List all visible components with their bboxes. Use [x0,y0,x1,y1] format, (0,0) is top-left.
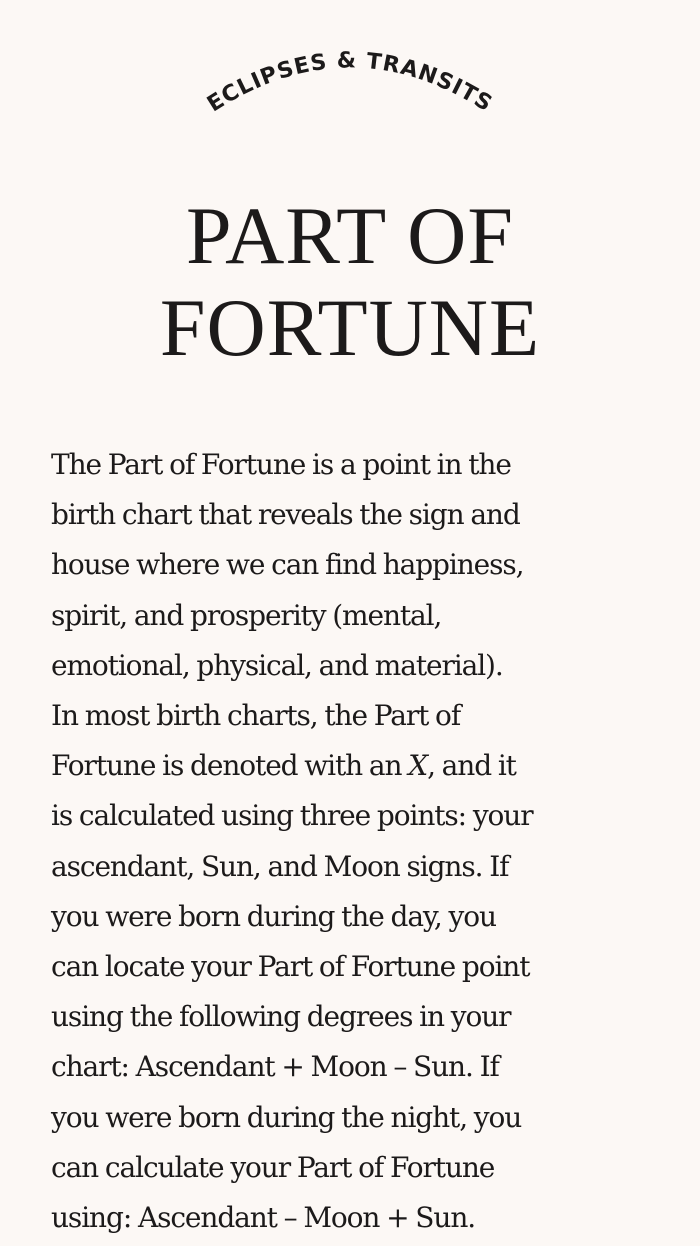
body-line: spirit, and prosperity (mental, [51,598,442,632]
body-line: ascendant, Sun, and Moon signs. If [51,849,509,883]
body-line: using the following degrees in your [51,1000,511,1034]
italic-symbol: X [408,749,428,783]
body-line: can locate your Part of Fortune point [51,950,530,984]
body-line: you were born during the night, you [51,1100,522,1134]
title-line-2: FORTUNE [159,282,541,373]
body-line: The Part of Fortune is a point in the [51,448,511,481]
body-line: house where we can find happiness, [51,548,524,582]
body-line: In most birth charts, the Part of [51,699,461,733]
section-arc-heading [150,20,550,140]
body-line-end: , and it [427,749,516,783]
body-line: birth chart that reveals the sign and [51,498,520,532]
section-label: ECLIPSES & TRANSITS [203,48,497,118]
body-line: can calculate your Part of Fortune [51,1150,495,1184]
body-line: using: Ascendant – Moon + Sun. [51,1201,476,1235]
page-title [0,190,700,374]
body-line: is calculated using three points: your [51,799,533,833]
body-line-with-symbol [51,741,651,791]
body-line-start: Fortune is denoted with an [51,749,409,783]
body-line: you were born during the day, you [51,899,496,933]
title-line-1: PART OF [186,190,514,281]
body-paragraph [51,440,651,1243]
body-line: chart: Ascendant + Moon – Sun. If [51,1050,499,1084]
body-line: emotional, physical, and material). [51,648,503,682]
